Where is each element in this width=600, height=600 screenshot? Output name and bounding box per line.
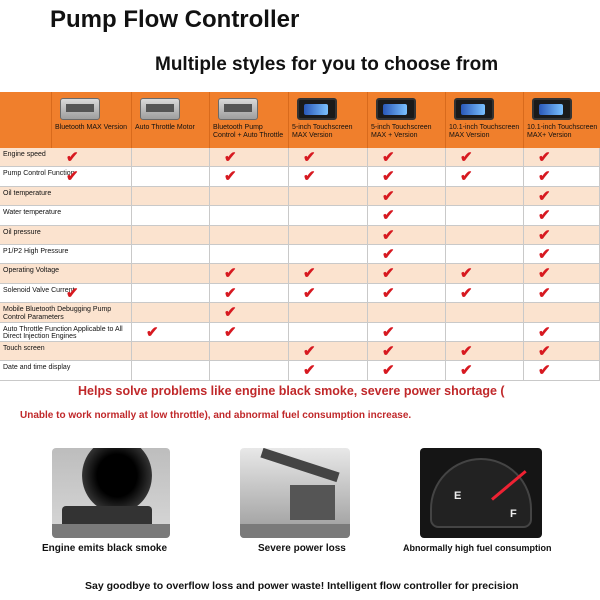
table-row	[0, 284, 600, 303]
problem-text-line1: Helps solve problems like engine black smoke, severe power shortage (	[78, 384, 505, 398]
table-cell	[289, 167, 368, 186]
table-cell	[289, 361, 368, 380]
table-row	[0, 245, 600, 264]
table-cell	[52, 323, 132, 342]
table-cell	[132, 342, 210, 361]
touchscreen-icon	[376, 98, 416, 120]
caption-power-loss: Severe power loss	[258, 543, 346, 554]
row-label: Oil temperature	[3, 189, 52, 197]
table-cell	[289, 323, 368, 342]
table-cell	[132, 206, 210, 225]
table-cell	[368, 323, 446, 342]
table-row	[0, 361, 600, 380]
table-cell	[52, 187, 132, 206]
table-cell	[210, 187, 289, 206]
table-row	[0, 342, 600, 361]
check-icon: ✔	[382, 342, 395, 360]
table-cell	[524, 187, 600, 206]
table-cell	[446, 361, 524, 380]
check-icon: ✔	[382, 362, 395, 380]
table-cell	[210, 148, 289, 167]
row-label: Date and time display	[3, 364, 71, 372]
table-cell	[368, 245, 446, 264]
table-cell	[52, 284, 132, 303]
table-cell	[368, 226, 446, 245]
row-label: P1/P2 High Pressure	[3, 247, 69, 255]
table-cell	[446, 342, 524, 361]
table-cell	[524, 303, 600, 322]
table-cell	[210, 167, 289, 186]
table-row	[0, 206, 600, 225]
table-cell	[289, 284, 368, 303]
table-cell	[446, 148, 524, 167]
table-cell	[289, 342, 368, 361]
table-cell	[524, 342, 600, 361]
table-cell	[368, 303, 446, 322]
check-icon: ✔	[66, 284, 79, 302]
ecu-module-icon	[140, 98, 180, 120]
column-name: Bluetooth MAX Version	[55, 124, 127, 131]
check-icon: ✔	[538, 168, 551, 186]
table-cell	[446, 264, 524, 283]
ground-shape	[52, 524, 170, 538]
check-icon: ✔	[538, 207, 551, 225]
table-cell	[446, 226, 524, 245]
column-header-4	[289, 92, 368, 148]
check-icon: ✔	[538, 284, 551, 302]
table-cell	[368, 284, 446, 303]
excavator-cab	[290, 485, 335, 520]
table-cell	[210, 361, 289, 380]
column-header-5	[368, 92, 446, 148]
column-header-2	[132, 92, 210, 148]
table-cell	[132, 167, 210, 186]
check-icon: ✔	[382, 149, 395, 166]
table-cell	[210, 284, 289, 303]
table-cell	[368, 187, 446, 206]
table-cell	[368, 342, 446, 361]
table-cell	[210, 323, 289, 342]
table-cell	[52, 245, 132, 264]
check-icon: ✔	[303, 149, 316, 166]
check-icon: ✔	[146, 323, 159, 341]
check-icon: ✔	[460, 342, 473, 360]
check-icon: ✔	[303, 284, 316, 302]
page-title: Pump Flow Controller	[50, 6, 300, 33]
table-cell	[132, 303, 210, 322]
black-smoke-image	[52, 448, 170, 538]
check-icon: ✔	[303, 342, 316, 360]
check-icon: ✔	[382, 226, 395, 244]
table-cell	[210, 342, 289, 361]
check-icon: ✔	[460, 168, 473, 186]
caption-black-smoke: Engine emits black smoke	[42, 543, 168, 554]
table-header	[0, 92, 600, 148]
table-cell	[524, 284, 600, 303]
ground-shape	[240, 524, 350, 538]
table-cell	[524, 245, 600, 264]
table-cell	[289, 303, 368, 322]
check-icon: ✔	[303, 168, 316, 186]
check-icon: ✔	[66, 168, 79, 186]
table-cell	[289, 187, 368, 206]
excavator-image	[240, 448, 350, 538]
column-name: 10.1-inch Touchscreen MAX+ Version	[527, 124, 598, 139]
column-name: Auto Throttle Motor	[135, 124, 195, 131]
row-label: Pump Control Function	[3, 170, 75, 178]
table-cell	[368, 361, 446, 380]
check-icon: ✔	[538, 265, 551, 283]
table-cell	[368, 264, 446, 283]
check-icon: ✔	[224, 265, 237, 283]
table-cell	[289, 226, 368, 245]
check-icon: ✔	[460, 284, 473, 302]
table-cell	[52, 342, 132, 361]
touchscreen-icon	[297, 98, 337, 120]
table-row	[0, 303, 600, 322]
table-cell	[132, 245, 210, 264]
table-row	[0, 226, 600, 245]
column-header-6	[446, 92, 524, 148]
column-name: 5-inch Touchscreen MAX Version	[292, 124, 353, 139]
table-row	[0, 264, 600, 283]
row-label: Engine speed	[3, 151, 46, 158]
table-cell	[210, 264, 289, 283]
table-cell	[52, 226, 132, 245]
table-cell	[132, 187, 210, 206]
check-icon: ✔	[460, 265, 473, 283]
table-cell	[289, 206, 368, 225]
check-icon: ✔	[382, 245, 395, 263]
check-icon: ✔	[538, 362, 551, 380]
column-header-7	[524, 92, 600, 148]
table-cell	[132, 148, 210, 167]
check-icon: ✔	[538, 245, 551, 263]
check-icon: ✔	[382, 207, 395, 225]
caption-fuel-consumption: Abnormally high fuel consumption	[403, 543, 552, 553]
table-cell	[289, 245, 368, 264]
table-cell	[446, 284, 524, 303]
table-cell	[132, 361, 210, 380]
check-icon: ✔	[66, 149, 79, 166]
table-cell	[368, 148, 446, 167]
gauge-empty-label: E	[454, 490, 462, 502]
table-row	[0, 323, 600, 342]
table-cell	[132, 264, 210, 283]
ecu-module-icon	[218, 98, 258, 120]
check-icon: ✔	[382, 187, 395, 205]
table-cell	[524, 361, 600, 380]
table-cell	[210, 303, 289, 322]
row-label: Oil pressure	[3, 228, 41, 236]
table-cell	[446, 245, 524, 264]
check-icon: ✔	[382, 284, 395, 302]
table-cell	[446, 303, 524, 322]
table-cell	[52, 206, 132, 225]
excavator-arm	[260, 448, 339, 482]
row-label: Operating Voltage	[3, 267, 60, 275]
table-cell	[52, 264, 132, 283]
check-icon: ✔	[224, 149, 237, 166]
check-icon: ✔	[224, 304, 237, 322]
table-cell	[524, 226, 600, 245]
check-icon: ✔	[303, 362, 316, 380]
table-cell	[524, 323, 600, 342]
check-icon: ✔	[382, 265, 395, 283]
table-row	[0, 187, 600, 206]
column-name: Bluetooth Pump Control + Auto Throttle	[213, 124, 284, 139]
table-cell	[210, 226, 289, 245]
row-label: Water temperature	[3, 209, 62, 217]
touchscreen-icon	[532, 98, 572, 120]
check-icon: ✔	[224, 284, 237, 302]
touchscreen-icon	[454, 98, 494, 120]
table-cell	[446, 187, 524, 206]
table-cell	[52, 148, 132, 167]
ecu-module-icon	[60, 98, 100, 120]
table-row	[0, 167, 600, 186]
fuel-gauge-icon	[430, 458, 532, 528]
table-cell	[52, 303, 132, 322]
column-name: 5-inch Touchscreen MAX + Version	[371, 124, 432, 139]
table-cell	[132, 226, 210, 245]
table-cell	[52, 167, 132, 186]
gauge-full-label: F	[510, 508, 517, 520]
smoke-cloud	[82, 448, 152, 513]
check-icon: ✔	[224, 323, 237, 341]
problem-text-line2: Unable to work normally at low throttle), and abnormal fuel consumption increase.	[20, 410, 412, 421]
check-icon: ✔	[538, 323, 551, 341]
table-cell	[524, 148, 600, 167]
check-icon: ✔	[382, 323, 395, 341]
comparison-table	[0, 92, 600, 381]
column-header-3	[210, 92, 289, 148]
table-cell	[52, 361, 132, 380]
check-icon: ✔	[538, 149, 551, 166]
table-cell	[524, 206, 600, 225]
row-label: Mobile Bluetooth Debugging Pump Control Parameters	[3, 306, 112, 321]
table-cell	[446, 206, 524, 225]
table-cell	[524, 264, 600, 283]
fuel-gauge-image	[420, 448, 542, 538]
table-cell	[132, 284, 210, 303]
table-cell	[368, 167, 446, 186]
table-cell	[132, 323, 210, 342]
check-icon: ✔	[460, 362, 473, 380]
table-cell	[210, 206, 289, 225]
header-blank-cell	[0, 92, 52, 148]
check-icon: ✔	[460, 149, 473, 166]
table-row	[0, 148, 600, 167]
table-cell	[289, 264, 368, 283]
check-icon: ✔	[538, 226, 551, 244]
table-cell	[289, 148, 368, 167]
column-name: 10.1-inch Touchscreen MAX Version	[449, 124, 520, 139]
page-subtitle: Multiple styles for you to choose from	[155, 54, 499, 75]
table-cell	[524, 167, 600, 186]
column-header-1	[52, 92, 132, 148]
row-label: Solenoid Valve Current	[3, 286, 75, 294]
table-body	[0, 148, 600, 381]
row-label: Auto Throttle Function Applicable to All Direct Injection Engines	[3, 325, 123, 341]
footer-text: Say goodbye to overflow loss and power waste! Intelligent flow controller for precision	[85, 580, 519, 592]
table-cell	[446, 167, 524, 186]
check-icon: ✔	[303, 265, 316, 283]
table-cell	[210, 245, 289, 264]
check-icon: ✔	[382, 168, 395, 186]
check-icon: ✔	[538, 187, 551, 205]
row-label: Touch screen	[3, 344, 45, 352]
check-icon: ✔	[538, 342, 551, 360]
check-icon: ✔	[224, 168, 237, 186]
gauge-needle	[491, 470, 527, 501]
table-cell	[368, 206, 446, 225]
table-cell	[446, 323, 524, 342]
